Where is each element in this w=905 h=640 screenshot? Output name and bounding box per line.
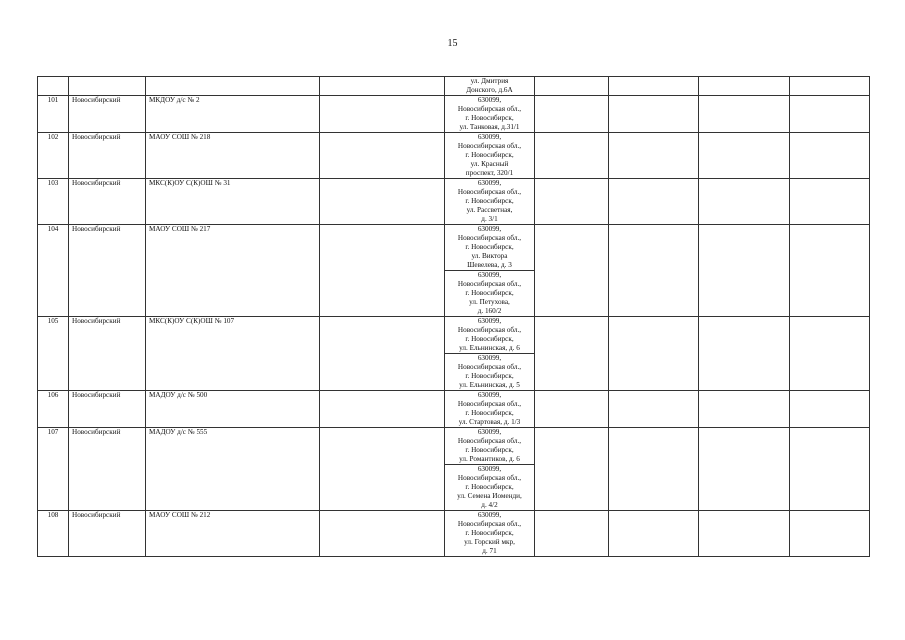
empty-cell (535, 225, 609, 317)
empty-cell (790, 428, 870, 511)
empty-cell (535, 133, 609, 179)
address-line: 630099, (477, 428, 502, 436)
address-cell (445, 133, 535, 179)
address-line: 630099, (477, 96, 502, 104)
district-cell: Новосибирский (69, 133, 146, 179)
address-line: ул. Стартовая, д. 1/3 (458, 418, 521, 426)
address-line: г. Новосибирск, (465, 289, 514, 297)
address-line: д. 160/2 (477, 307, 502, 315)
row-number: 107 (38, 428, 69, 511)
table-row (38, 225, 870, 271)
address-line: д. 71 (482, 547, 497, 555)
address-cell (445, 317, 535, 354)
table-row (38, 133, 870, 179)
empty-cell (790, 511, 870, 557)
address-line: 630099, (477, 511, 502, 519)
address-cell (445, 225, 535, 271)
empty-cell (609, 96, 699, 133)
empty-cell (790, 133, 870, 179)
address-line: г. Новосибирск, (465, 197, 514, 205)
row-number: 105 (38, 317, 69, 391)
empty-cell (699, 133, 790, 179)
organization-cell: МАДОУ д/с № 555 (146, 428, 320, 511)
address-line: ул. Ельнинская, д. 6 (459, 344, 520, 352)
address-line: ул. Семена Иоменди, (457, 492, 522, 500)
empty-cell (320, 428, 445, 511)
empty-cell (790, 391, 870, 428)
empty-cell (790, 317, 870, 391)
empty-cell (320, 133, 445, 179)
address-line: ул. Танковая, д.31/1 (459, 123, 520, 131)
empty-cell (320, 225, 445, 317)
empty-cell (535, 179, 609, 225)
address-line: Новосибирская обл., (457, 142, 522, 150)
row-number: 106 (38, 391, 69, 428)
empty-cell (699, 428, 790, 511)
address-cell (445, 391, 535, 428)
district-cell: Новосибирский (69, 96, 146, 133)
address-line: Новосибирская обл., (457, 105, 522, 113)
empty-cell (535, 96, 609, 133)
address-line: г. Новосибирск, (465, 243, 514, 251)
address-line: г. Новосибирск, (465, 372, 514, 380)
address-line: Новосибирская обл., (457, 363, 522, 371)
empty-cell (790, 77, 870, 96)
address-line: Донского, д.6А (466, 86, 513, 94)
district-cell: Новосибирский (69, 317, 146, 391)
organization-cell: МКС(К)ОУ С(К)ОШ № 107 (146, 317, 320, 391)
organization-cell: МКС(К)ОУ С(К)ОШ № 31 (146, 179, 320, 225)
address-cell (445, 354, 535, 391)
address-line: ул. Виктора (471, 252, 508, 260)
district-cell: Новосибирский (69, 391, 146, 428)
row-number: 102 (38, 133, 69, 179)
row-number: 101 (38, 96, 69, 133)
empty-cell (609, 225, 699, 317)
address-cell (445, 428, 535, 465)
address-line: Новосибирская обл., (457, 280, 522, 288)
address-line: 630099, (477, 225, 502, 233)
empty-cell (790, 179, 870, 225)
address-line: 630099, (477, 354, 502, 362)
empty-cell (320, 511, 445, 557)
address-line: проспект, 320/1 (465, 169, 514, 177)
address-line: д. 3/1 (481, 215, 498, 223)
empty-cell (699, 77, 790, 96)
address-line: г. Новосибирск, (465, 409, 514, 417)
empty-cell (535, 317, 609, 391)
empty-cell (320, 391, 445, 428)
address-cell (445, 179, 535, 225)
row-number: 103 (38, 179, 69, 225)
address-line: г. Новосибирск, (465, 529, 514, 537)
organization-cell: МАДОУ д/с № 500 (146, 391, 320, 428)
table-row (38, 179, 870, 225)
organizations-table (37, 76, 870, 557)
empty-cell (699, 96, 790, 133)
address-line: 630099, (477, 179, 502, 187)
empty-cell (699, 511, 790, 557)
table-row (38, 511, 870, 557)
district-cell: Новосибирский (69, 511, 146, 557)
address-line: Шевелева, д. 3 (467, 261, 512, 269)
address-line: 630099, (477, 465, 502, 473)
address-line: г. Новосибирск, (465, 151, 514, 159)
empty-cell (320, 179, 445, 225)
address-line: г. Новосибирск, (465, 446, 514, 454)
empty-cell (320, 77, 445, 96)
address-line: г. Новосибирск, (465, 335, 514, 343)
empty-cell (320, 317, 445, 391)
empty-cell (699, 317, 790, 391)
organization-cell (146, 77, 320, 96)
table-row (38, 317, 870, 354)
address-line: Новосибирская обл., (457, 474, 522, 482)
district-cell: Новосибирский (69, 225, 146, 317)
address-line: 630099, (477, 271, 502, 279)
organization-cell: МАОУ СОШ № 212 (146, 511, 320, 557)
address-line: Новосибирская обл., (457, 326, 522, 334)
empty-cell (790, 225, 870, 317)
empty-cell (609, 317, 699, 391)
district-cell: Новосибирский (69, 428, 146, 511)
address-line: Новосибирская обл., (457, 188, 522, 196)
empty-cell (535, 77, 609, 96)
empty-cell (609, 179, 699, 225)
table-row (38, 96, 870, 133)
address-line: Новосибирская обл., (457, 400, 522, 408)
address-line: ул. Горский мкр, (464, 538, 515, 546)
empty-cell (609, 428, 699, 511)
empty-cell (699, 391, 790, 428)
address-line: 630099, (477, 391, 502, 399)
table-row (38, 391, 870, 428)
address-line: д. 4/2 (481, 501, 498, 509)
empty-cell (699, 179, 790, 225)
address-line: Новосибирская обл., (457, 520, 522, 528)
address-line: ул. Рассветная, (466, 206, 513, 214)
address-line: Новосибирская обл., (457, 234, 522, 242)
table-row (38, 428, 870, 465)
empty-cell (535, 511, 609, 557)
table-row (38, 77, 870, 96)
row-number: 108 (38, 511, 69, 557)
empty-cell (699, 225, 790, 317)
address-line: Новосибирская обл., (457, 437, 522, 445)
address-line: ул. Романтиков, д. 6 (459, 455, 520, 463)
row-number (38, 77, 69, 96)
address-line: г. Новосибирск, (465, 483, 514, 491)
organization-cell: МАОУ СОШ № 217 (146, 225, 320, 317)
address-line: г. Новосибирск, (465, 114, 514, 122)
address-cell (445, 465, 535, 511)
empty-cell (609, 511, 699, 557)
address-cell (445, 271, 535, 317)
district-cell (69, 77, 146, 96)
empty-cell (609, 391, 699, 428)
address-line: ул. Петухова, (469, 298, 510, 306)
table-body (38, 77, 870, 557)
address-cell (445, 511, 535, 557)
address-line: 630099, (477, 133, 502, 141)
address-cell (445, 77, 535, 96)
empty-cell (535, 391, 609, 428)
district-cell: Новосибирский (69, 179, 146, 225)
address-line: ул. Ельнинская, д. 5 (459, 381, 520, 389)
address-cell (445, 96, 535, 133)
empty-cell (320, 96, 445, 133)
organization-cell: МАОУ СОШ № 218 (146, 133, 320, 179)
empty-cell (535, 428, 609, 511)
empty-cell (609, 77, 699, 96)
row-number: 104 (38, 225, 69, 317)
organization-cell: МКДОУ д/с № 2 (146, 96, 320, 133)
empty-cell (609, 133, 699, 179)
page-number: 15 (447, 38, 458, 49)
address-line: 630099, (477, 317, 502, 325)
address-line: ул. Дмитрия (470, 77, 509, 85)
address-line: ул. Красный (470, 160, 509, 168)
empty-cell (790, 96, 870, 133)
